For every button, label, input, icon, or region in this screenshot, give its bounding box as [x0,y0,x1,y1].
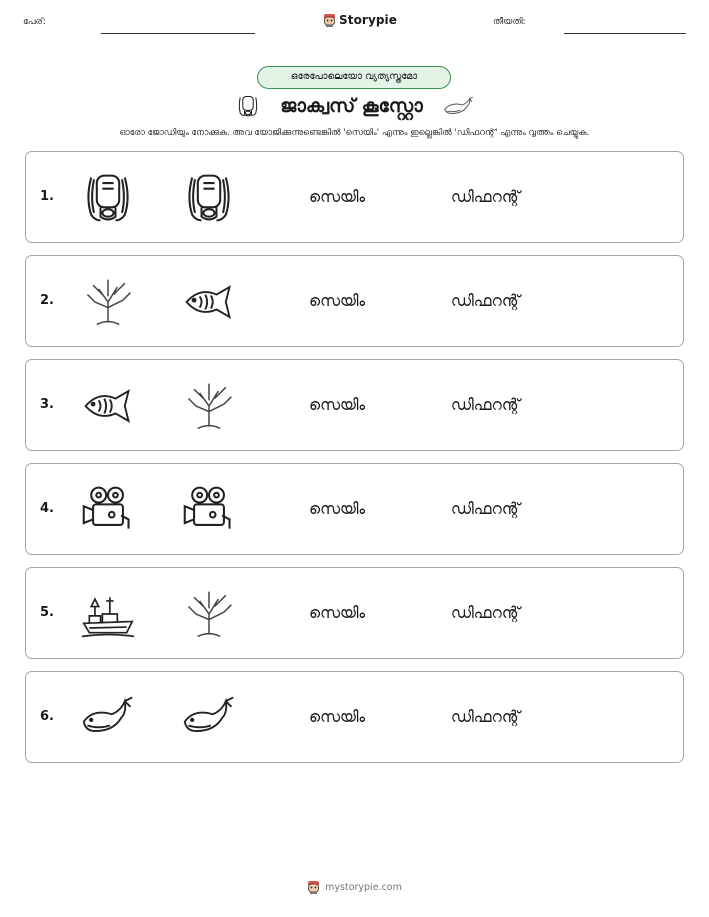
fish-icon [80,378,136,434]
topic-pill: ഒരേപോലെയോ വ്യത്യസ്തമോ [257,66,451,89]
name-label: പേര്: [23,17,46,27]
option-different[interactable]: ഡിഫറന്റ് [451,292,520,310]
date-label: തീയതി: [493,17,526,27]
question-row-3 [25,359,684,451]
coral-icon [80,274,136,330]
diving-helmet-icon [80,170,136,226]
question-row-6 [25,671,684,763]
brand-logo [323,13,397,27]
option-same[interactable]: സെയിം [309,604,366,622]
coral-icon [181,378,237,434]
storypie-mascot-icon [307,880,320,894]
option-different[interactable]: ഡിഫറന്റ് [451,500,520,518]
brand-name: Storypie [339,13,398,27]
option-different[interactable]: ഡിഫറന്റ് [451,188,520,206]
instructions: ഓരോ ജോഡിയും നോക്കുക. അവ യോജിക്കുന്നുണ്ടെങ്കിൽ 'സെയിം' എന്നും ഇല്ലെങ്കിൽ 'ഡിഫറന്റ്' എന്നും വൃത്തം ചെയ്യുക. [119,128,590,138]
option-same[interactable]: സെയിം [309,500,366,518]
question-number: 2. [40,293,54,308]
option-same[interactable]: സെയിം [309,708,366,726]
film-camera-icon [80,482,136,538]
question-number: 1. [40,189,54,204]
storypie-mascot-icon [323,13,336,27]
question-number: 6. [40,709,54,724]
question-row-4 [25,463,684,555]
whale-icon [181,690,237,746]
fish-icon [181,274,237,330]
footer [0,880,709,894]
option-same[interactable]: സെയിം [309,292,366,310]
option-same[interactable]: സെയിം [309,188,366,206]
coral-icon [181,586,237,642]
option-different[interactable]: ഡിഫറന്റ് [451,396,520,414]
question-row-5 [25,567,684,659]
date-line[interactable] [564,33,686,34]
name-line[interactable] [101,33,255,34]
option-same[interactable]: സെയിം [309,396,366,414]
whale-icon [80,690,136,746]
footer-url[interactable]: mystorypie.com [325,881,402,893]
option-different[interactable]: ഡിഫറന്റ് [451,604,520,622]
diving-helmet-icon [235,93,261,119]
title-text: ജാക്വസ് കൂസ്റ്റോ [280,95,423,117]
film-camera-icon [181,482,237,538]
page-title [0,93,709,121]
question-number: 3. [40,397,54,412]
question-number: 5. [40,605,54,620]
question-row-2 [25,255,684,347]
question-row-1 [25,151,684,243]
question-number: 4. [40,501,54,516]
ship-icon [80,586,136,642]
whale-icon [442,95,474,117]
option-different[interactable]: ഡിഫറന്റ് [451,708,520,726]
diving-helmet-icon [181,170,237,226]
